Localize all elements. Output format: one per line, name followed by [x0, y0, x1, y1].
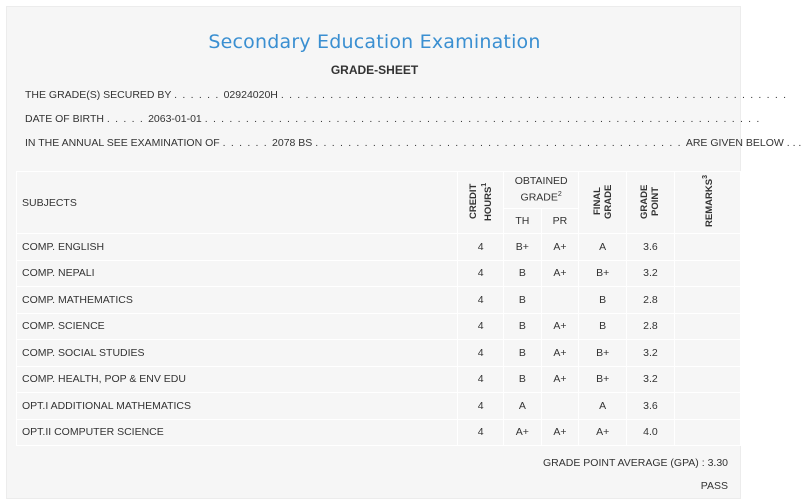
credit-cell: 4 — [458, 287, 504, 314]
grade-point-cell: 4.0 — [627, 419, 675, 446]
page-title: Secondary Education Examination — [208, 31, 541, 53]
final-grade-cell: B+ — [579, 260, 627, 287]
credit-cell: 4 — [458, 419, 504, 446]
table-row — [17, 366, 741, 393]
th-grade-cell: B — [504, 366, 542, 393]
credit-cell: 4 — [458, 340, 504, 367]
remarks-cell — [674, 234, 740, 261]
table-row — [17, 313, 741, 340]
pr-grade-cell: A+ — [541, 313, 579, 340]
subject-cell: OPT.II COMPUTER SCIENCE — [17, 419, 458, 446]
exam-value: 2078 BS — [272, 137, 313, 149]
pr-grade-cell: A+ — [541, 260, 579, 287]
final-grade-cell: B — [579, 313, 627, 340]
subject-cell: COMP. MATHEMATICS — [17, 287, 458, 314]
remarks-cell — [674, 313, 740, 340]
header-obtained-grade: OBTAINED GRADE$^2$ — [504, 172, 579, 209]
table-row — [17, 419, 741, 446]
grade-sheet — [6, 6, 801, 499]
subject-cell: OPT.I ADDITIONAL MATHEMATICS — [17, 393, 458, 420]
table-row — [17, 340, 741, 367]
th-grade-cell: A+ — [504, 419, 542, 446]
credit-cell: 4 — [458, 393, 504, 420]
th-grade-cell: B — [504, 313, 542, 340]
grades-table — [16, 171, 741, 446]
dob-value: 2063-01-01 — [148, 113, 202, 125]
th-grade-cell: B — [504, 287, 542, 314]
final-grade-cell: B+ — [579, 340, 627, 367]
final-grade-cell: A+ — [579, 419, 627, 446]
exam-line: IN THE ANNUAL SEE EXAMINATION OF . . . . . . 2078 BS . . . . . . . . . . . . . . . . . . . . . . . . . . . . . . . . . . . . . . . . . . . . . ARE GIVEN BELOW . . . — [25, 137, 801, 149]
header-subjects: SUBJECTS — [17, 172, 458, 234]
header-remarks: REMARKS$^3$ — [674, 172, 740, 234]
credit-cell: 4 — [458, 366, 504, 393]
subject-cell: COMP. HEALTH, POP & ENV EDU — [17, 366, 458, 393]
final-grade-cell: A — [579, 234, 627, 261]
final-grade-cell: A — [579, 393, 627, 420]
header-credit-hours: CREDIT HOURS$^1$ — [458, 172, 504, 234]
table-row — [17, 234, 741, 261]
gpa-label: GRADE POINT AVERAGE (GPA) : — [543, 457, 705, 469]
header-grade-point: GRADE POINT — [627, 172, 675, 234]
final-grade-cell: B+ — [579, 366, 627, 393]
credit-cell: 4 — [458, 313, 504, 340]
grade-point-cell: 3.6 — [627, 393, 675, 420]
subject-cell: COMP. SOCIAL STUDIES — [17, 340, 458, 367]
pr-grade-cell: A+ — [541, 366, 579, 393]
table-header-row — [17, 172, 741, 209]
pr-grade-cell — [541, 393, 579, 420]
grade-point-cell: 3.2 — [627, 366, 675, 393]
th-grade-cell: B+ — [504, 234, 542, 261]
table-row — [17, 260, 741, 287]
header-pr: PR — [541, 209, 579, 234]
th-grade-cell: A — [504, 393, 542, 420]
pr-grade-cell: A+ — [541, 419, 579, 446]
header-final-grade: FINAL GRADE — [579, 172, 627, 234]
remarks-cell — [674, 340, 740, 367]
grade-point-cell: 2.8 — [627, 313, 675, 340]
final-grade-cell: B — [579, 287, 627, 314]
subject-cell: COMP. ENGLISH — [17, 234, 458, 261]
result-status: PASS — [700, 480, 728, 492]
credit-cell: 4 — [458, 234, 504, 261]
subject-cell: COMP. NEPALI — [17, 260, 458, 287]
gpa-line — [543, 457, 728, 469]
grade-point-cell: 3.6 — [627, 234, 675, 261]
pr-grade-cell: A+ — [541, 234, 579, 261]
grade-point-cell: 2.8 — [627, 287, 675, 314]
exam-label: IN THE ANNUAL SEE EXAMINATION OF — [25, 137, 220, 149]
grade-secured-label: THE GRADE(S) SECURED BY — [25, 89, 172, 101]
th-grade-cell: B — [504, 260, 542, 287]
grade-point-cell: 3.2 — [627, 340, 675, 367]
remarks-cell — [674, 260, 740, 287]
header-th: TH — [504, 209, 542, 234]
dob-label: DATE OF BIRTH — [25, 113, 104, 125]
pr-grade-cell: A+ — [541, 340, 579, 367]
grade-point-cell: 3.2 — [627, 260, 675, 287]
table-row — [17, 287, 741, 314]
table-row — [17, 393, 741, 420]
page-subtitle: GRADE-SHEET — [330, 63, 419, 77]
gpa-value: 3.30 — [707, 457, 728, 469]
grade-rows — [17, 234, 741, 446]
grade-secured-line: THE GRADE(S) SECURED BY . . . . . . 02924020H . . . . . . . . . . . . . . . . . . . . . . . . . . . . . . . . . . . . . . . . . . . . . . . . . . . . . . . . . . . . . . — [25, 89, 788, 101]
remarks-cell — [674, 287, 740, 314]
remarks-cell — [674, 419, 740, 446]
credit-cell: 4 — [458, 260, 504, 287]
remarks-cell — [674, 393, 740, 420]
subject-cell: COMP. SCIENCE — [17, 313, 458, 340]
grade-secured-value: 02924020H — [223, 89, 278, 101]
dob-line: DATE OF BIRTH . . . . . 2063-01-01 . . . . . . . . . . . . . . . . . . . . . . . . . . . . . . . . . . . . . . . . . . . . . . . . . . . . . . . . . . . . . . . . . . . . — [25, 113, 761, 125]
pr-grade-cell — [541, 287, 579, 314]
remarks-cell — [674, 366, 740, 393]
th-grade-cell: B — [504, 340, 542, 367]
exam-suffix: ARE GIVEN BELOW . . . — [685, 137, 801, 149]
